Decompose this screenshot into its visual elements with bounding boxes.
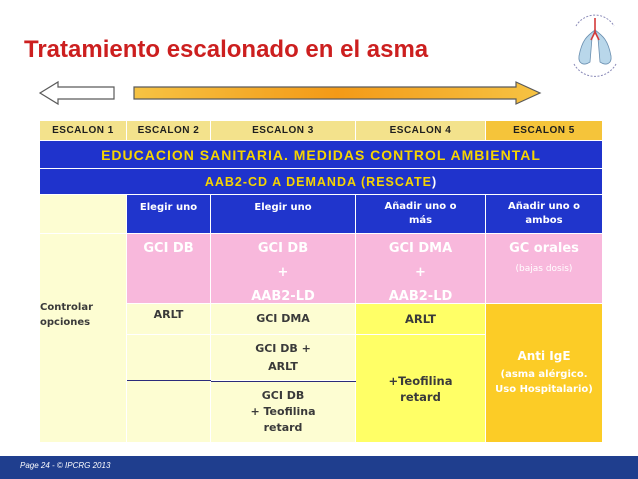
alternative-step3-a [211,304,356,335]
control-options-label [40,234,127,443]
choose-step5 [486,195,603,234]
rescue-row-text: AAB2-CD A DEMANDA (RESCATE [204,174,432,189]
step1-empty-cell [40,195,127,234]
preferred-step3-line3: AAB2-LD [251,289,315,304]
alternative-step4-a [356,304,486,335]
preferred-step3-line1: GCI DB [257,241,309,256]
alternative-step3-c [211,382,356,443]
preferred-step3-line2: + [277,265,289,280]
choose-step4 [356,195,486,234]
preferred-step4-line2: + [415,265,426,280]
step-header-4: ESCALON 4 [356,121,486,141]
alternative-step4-b-line1: +Teofilina [388,373,453,388]
preferred-step5 [486,234,603,304]
step-up-arrow [134,82,540,104]
preferred-step4-line3: AAB2-LD [388,289,453,304]
alternative-step3-a-text: GCI DMA [256,312,310,325]
alternative-step3-b [211,335,356,381]
step-header-3: ESCALON 3 [211,121,356,141]
alternative-step4-a-text: ARLT [404,312,437,326]
alternative-step3-c-line2: + Teofilina [250,405,316,418]
alternative-step3-c-line1: GCI DB [261,389,305,402]
preferred-step3 [211,234,356,304]
step-header-1: ESCALON 1 [40,121,127,141]
control-options-line1: Controlar [40,302,94,313]
step-down-arrow [40,82,114,104]
choose-step4-line2: más [408,215,433,226]
alternative-step2 [127,304,211,335]
preferred-step2 [127,234,211,304]
alternative-step5-line1: (asma alérgico. [500,369,588,380]
rescue-row [40,169,603,195]
alternative-step5 [486,304,603,443]
preferred-step4 [356,234,486,304]
alternative-step4-b-line2: retard [400,389,441,404]
education-row: EDUCACION SANITARIA. MEDIDAS CONTROL AMBIENTAL [40,141,603,169]
alternative-step3-c-line3: retard [263,421,303,434]
choose-step5-line2: ambos [525,215,563,226]
preferred-step2-text: GCI DB [143,241,194,256]
choose-step5-line1: Añadir uno o [507,201,581,212]
footer-text: Page 24 - © IPCRG 2013 [20,461,111,470]
preferred-step4-line1: GCI DMA [388,241,453,256]
footer-bar [0,456,638,479]
choose-step4-line1: Añadir uno o [384,201,457,212]
treatment-steps-table [40,121,603,443]
organization-logo [562,8,628,80]
choose-step2: Elegir uno [127,195,211,234]
step-direction-arrows [38,80,542,106]
alternative-step2-text: ARLT [153,308,184,321]
preferred-step5-note: (bajas dosis) [515,264,573,274]
preferred-step5-title: GC orales [509,241,579,256]
alternative-step3-b-line2: ARLT [268,359,298,373]
choose-step3: Elegir uno [211,195,356,234]
alternative-step5-line2: Uso Hospitalario) [495,384,593,395]
step-header-5: ESCALON 5 [486,121,603,141]
step2-divider [127,380,211,381]
alternative-step4-b [356,335,486,443]
control-options-line2: opciones [40,317,91,328]
alternative-step2-empty [127,335,211,443]
alternative-step3-b-line1: GCI DB + [255,341,311,355]
step-header-2: ESCALON 2 [127,121,211,141]
slide-title: Tratamiento escalonado en el asma [24,36,429,63]
rescue-row-paren: ) [431,174,438,189]
alternative-step5-title: Anti IgE [517,349,571,363]
